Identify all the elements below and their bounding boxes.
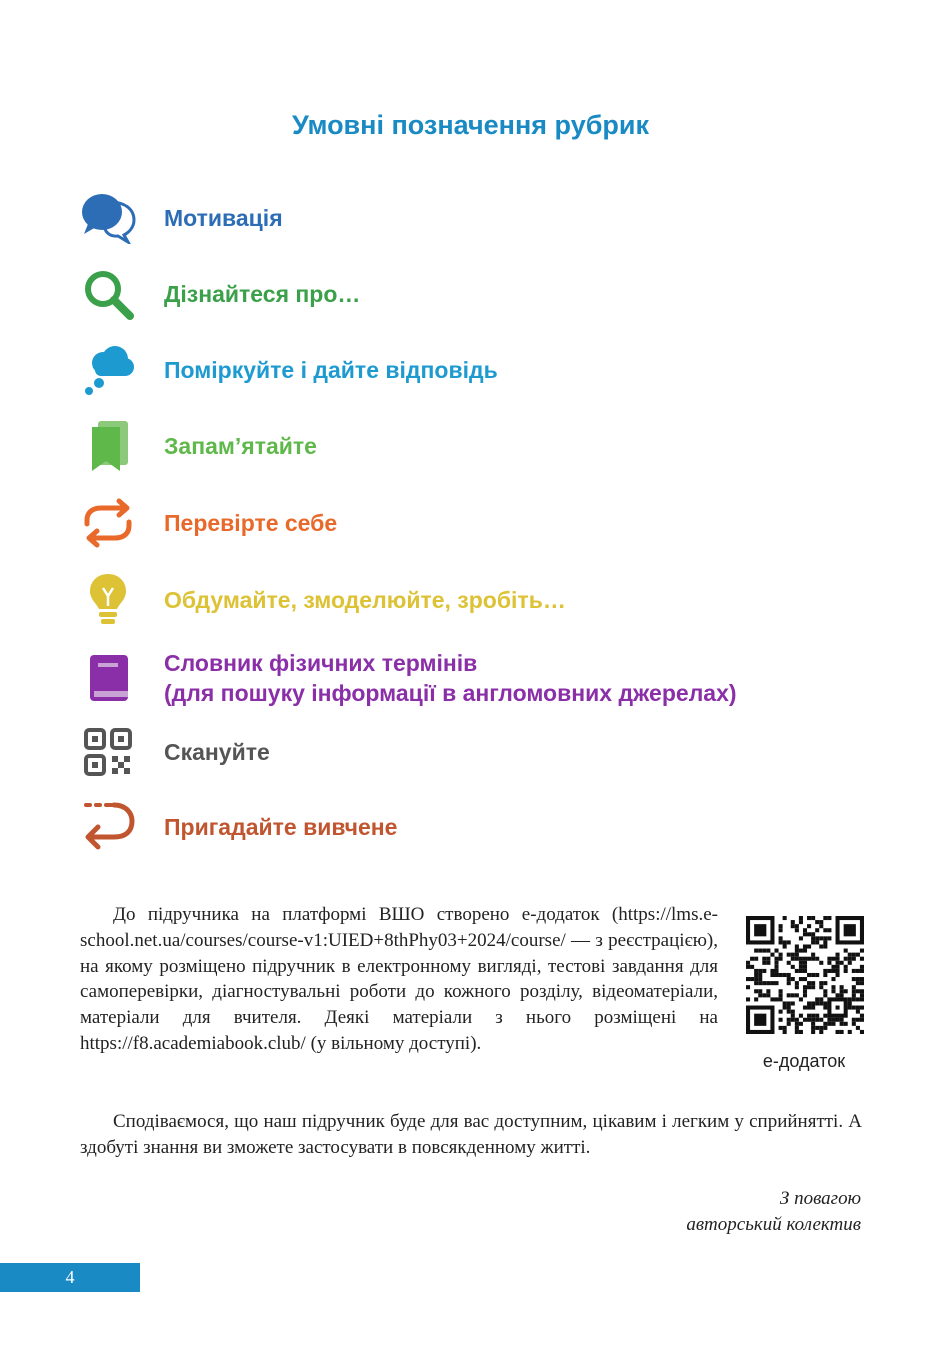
legend-label-line1: Словник фізичних термінів (164, 650, 478, 676)
closing-paragraph: Сподіваємося, що наш підручник буде для вас доступним, цікавим і легким у сприйнятті. А здобуті знання ви зможете застосувати в повсякденному житті. (80, 1111, 862, 1158)
signature-line1: З повагою (779, 1188, 861, 1209)
legend-item-do (80, 572, 566, 628)
legend-item-check (80, 495, 337, 551)
thought-cloud-icon (80, 342, 136, 398)
legend-label: Скануйте (164, 739, 270, 765)
legend-label-line2: (для пошуку інформації в англомовних джерелах) (164, 680, 737, 706)
qr-code-icon (80, 724, 136, 780)
legend-label: Мотивація (164, 205, 283, 231)
legend-label: Обдумайте, змоделюйте, зробіть… (164, 587, 566, 613)
page-title: Умовні позначення рубрик (292, 110, 649, 140)
signature (686, 1186, 861, 1238)
magnifier-icon (80, 266, 136, 322)
signature-line2: авторський колектив (686, 1214, 861, 1235)
legend-item-scan (80, 724, 270, 780)
legend-label: Перевірте себе (164, 510, 338, 536)
intro-paragraph: До підручника на платформі ВШО створено е-додаток (https://lms.e-school.net.ua/courses/course-v1:UIED+8thPhy03+2024/course/ — з реєстрацією), на якому розміщено підручник в електронному вигляді, тестові завдання для самоперевірки, діагностувальні роботи до кожного розділу, відеоматеріали, матеріали для вчителя. Деякі матеріали з нього розміщені на https://f8.academiabook.club/ (у вільному доступі). (80, 904, 718, 1054)
legend-label: Пригадайте вивчене (164, 814, 398, 840)
dictionary-book-icon (80, 650, 136, 706)
return-arrow-icon (80, 799, 136, 855)
legend-label: Поміркуйте і дайте відповідь (164, 357, 498, 383)
qr-code-image (746, 916, 864, 1039)
bookmark-icon (80, 418, 136, 474)
legend-item-think (80, 342, 498, 398)
repeat-arrows-icon (80, 495, 136, 551)
legend-item-learn (80, 266, 360, 322)
legend-item-dictionary (80, 648, 737, 708)
lightbulb-icon (80, 572, 136, 628)
speech-bubbles-icon (80, 190, 136, 246)
legend-label: Запам’ятайте (164, 433, 317, 459)
legend-item-remember (80, 418, 317, 474)
qr-caption: е-додаток (762, 1051, 846, 1071)
legend-item-recall (80, 799, 397, 855)
legend-label-dictionary (164, 648, 737, 708)
legend-label: Дізнайтеся про… (164, 281, 361, 307)
legend-item-motivation (80, 190, 283, 246)
page-number: 4 (0, 1263, 140, 1292)
